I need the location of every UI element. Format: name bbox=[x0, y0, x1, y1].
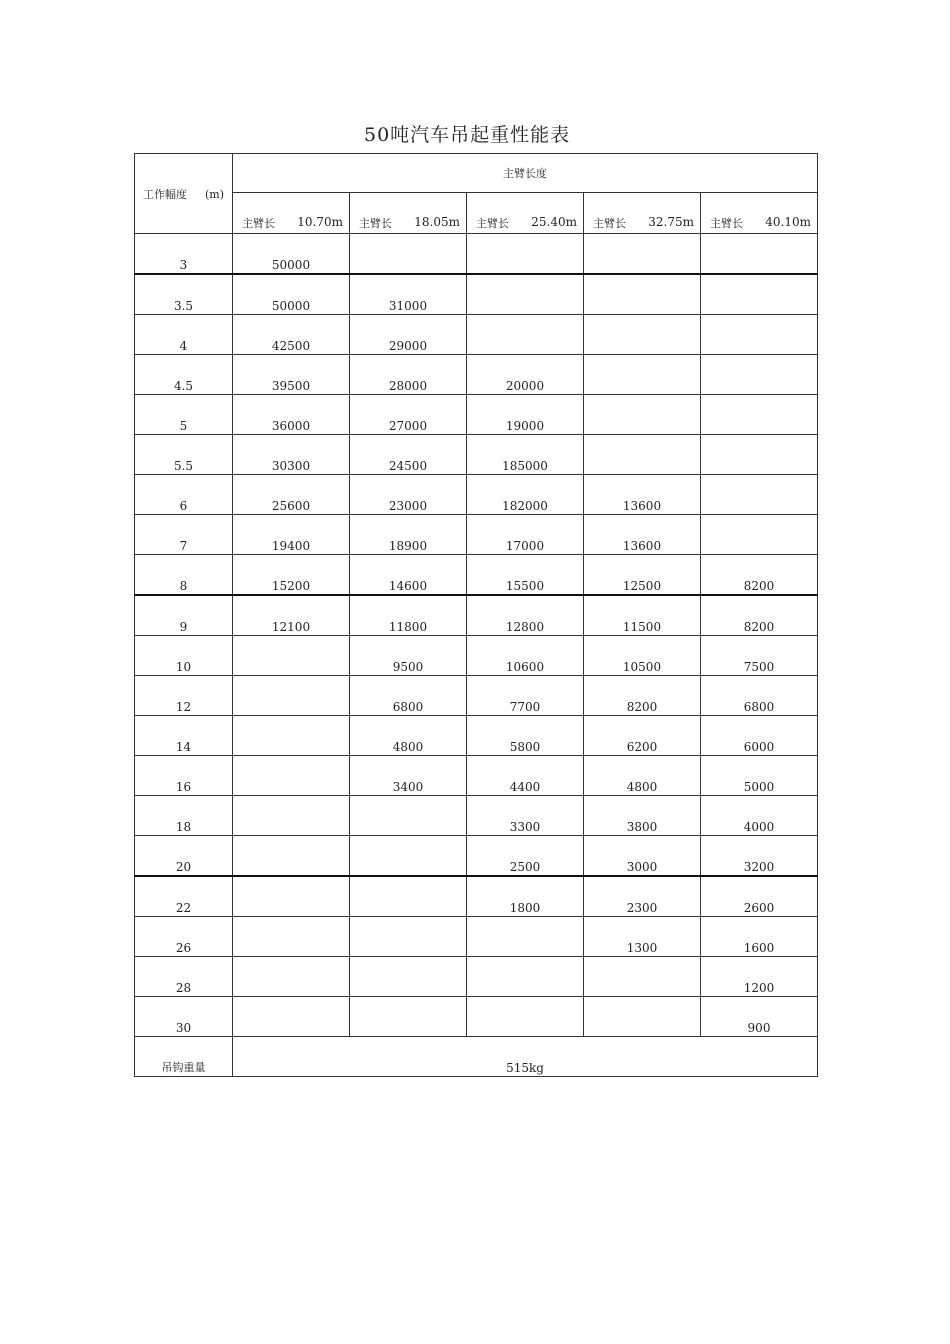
load-cell bbox=[584, 234, 701, 275]
load-cell bbox=[467, 315, 584, 355]
load-cell: 30300 bbox=[233, 435, 350, 475]
radius-cell: 6 bbox=[135, 475, 233, 515]
radius-cell: 9 bbox=[135, 595, 233, 636]
load-cell bbox=[467, 957, 584, 997]
radius-header bbox=[135, 154, 233, 234]
radius-cell: 30 bbox=[135, 997, 233, 1037]
radius-cell: 10 bbox=[135, 636, 233, 676]
load-cell: 23000 bbox=[350, 475, 467, 515]
load-cell: 1800 bbox=[467, 876, 584, 917]
boom-header-4 bbox=[584, 193, 701, 234]
crane-load-table bbox=[134, 153, 818, 1077]
radius-cell: 22 bbox=[135, 876, 233, 917]
radius-cell: 16 bbox=[135, 756, 233, 796]
load-cell bbox=[350, 796, 467, 836]
boom-length-group-header: 主臂长度 bbox=[233, 154, 818, 193]
load-cell: 5000 bbox=[701, 756, 818, 796]
load-cell: 8200 bbox=[701, 595, 818, 636]
radius-cell: 5.5 bbox=[135, 435, 233, 475]
boom-header-3 bbox=[467, 193, 584, 234]
load-cell: 3200 bbox=[701, 836, 818, 877]
load-cell: 15500 bbox=[467, 555, 584, 596]
load-cell: 7500 bbox=[701, 636, 818, 676]
load-cell bbox=[350, 917, 467, 957]
table-row bbox=[135, 315, 818, 355]
boom-header-value: 18.05m bbox=[414, 215, 460, 229]
radius-cell: 3.5 bbox=[135, 274, 233, 315]
load-cell: 25600 bbox=[233, 475, 350, 515]
load-cell: 900 bbox=[701, 997, 818, 1037]
load-cell bbox=[701, 475, 818, 515]
load-cell: 6800 bbox=[701, 676, 818, 716]
load-cell bbox=[233, 957, 350, 997]
boom-header-1 bbox=[233, 193, 350, 234]
table-row bbox=[135, 876, 818, 917]
load-cell: 10500 bbox=[584, 636, 701, 676]
boom-header-value: 10.70m bbox=[297, 215, 343, 229]
load-cell: 18900 bbox=[350, 515, 467, 555]
load-cell bbox=[350, 234, 467, 275]
load-cell bbox=[350, 876, 467, 917]
radius-cell: 14 bbox=[135, 716, 233, 756]
load-cell: 50000 bbox=[233, 234, 350, 275]
load-cell: 39500 bbox=[233, 355, 350, 395]
table-row bbox=[135, 595, 818, 636]
load-cell: 42500 bbox=[233, 315, 350, 355]
load-cell: 2600 bbox=[701, 876, 818, 917]
table-row bbox=[135, 355, 818, 395]
radius-cell: 5 bbox=[135, 395, 233, 435]
radius-cell: 4 bbox=[135, 315, 233, 355]
table-row bbox=[135, 435, 818, 475]
table-row bbox=[135, 836, 818, 877]
load-cell bbox=[584, 957, 701, 997]
table-row bbox=[135, 234, 818, 275]
load-cell bbox=[584, 355, 701, 395]
hook-weight-label: 吊钩重量 bbox=[135, 1037, 233, 1077]
radius-cell: 4.5 bbox=[135, 355, 233, 395]
load-cell: 7700 bbox=[467, 676, 584, 716]
table-row bbox=[135, 515, 818, 555]
boom-header-label: 主臂长 bbox=[359, 217, 392, 230]
table-row bbox=[135, 274, 818, 315]
load-cell bbox=[701, 435, 818, 475]
load-cell bbox=[350, 997, 467, 1037]
radius-cell: 12 bbox=[135, 676, 233, 716]
load-cell: 4800 bbox=[350, 716, 467, 756]
radius-cell: 8 bbox=[135, 555, 233, 596]
load-cell bbox=[233, 796, 350, 836]
table-row bbox=[135, 756, 818, 796]
load-cell: 6000 bbox=[701, 716, 818, 756]
load-cell: 36000 bbox=[233, 395, 350, 435]
load-cell: 3400 bbox=[350, 756, 467, 796]
table-row bbox=[135, 555, 818, 596]
load-cell: 27000 bbox=[350, 395, 467, 435]
boom-header-value: 40.10m bbox=[765, 215, 811, 229]
load-cell: 13600 bbox=[584, 475, 701, 515]
load-cell: 3300 bbox=[467, 796, 584, 836]
load-cell: 9500 bbox=[350, 636, 467, 676]
load-cell: 4000 bbox=[701, 796, 818, 836]
load-cell bbox=[584, 435, 701, 475]
load-cell bbox=[350, 957, 467, 997]
load-cell bbox=[233, 917, 350, 957]
load-cell bbox=[467, 274, 584, 315]
radius-cell: 7 bbox=[135, 515, 233, 555]
load-cell bbox=[233, 756, 350, 796]
table-row bbox=[135, 997, 818, 1037]
load-cell: 12800 bbox=[467, 595, 584, 636]
load-cell: 29000 bbox=[350, 315, 467, 355]
boom-header-5 bbox=[701, 193, 818, 234]
load-cell: 10600 bbox=[467, 636, 584, 676]
load-cell bbox=[233, 997, 350, 1037]
table-row bbox=[135, 716, 818, 756]
load-cell: 12500 bbox=[584, 555, 701, 596]
hook-weight-value: 515kg bbox=[233, 1037, 818, 1077]
load-cell bbox=[701, 274, 818, 315]
load-cell bbox=[701, 315, 818, 355]
boom-header-label: 主臂长 bbox=[476, 217, 509, 230]
radius-header-unit: (m) bbox=[205, 187, 225, 201]
load-cell bbox=[233, 636, 350, 676]
load-cell bbox=[701, 355, 818, 395]
load-cell bbox=[233, 716, 350, 756]
load-cell bbox=[467, 234, 584, 275]
boom-header-value: 25.40m bbox=[531, 215, 577, 229]
load-cell: 8200 bbox=[584, 676, 701, 716]
page-title: 50吨汽车吊起重性能表 bbox=[364, 124, 571, 146]
load-cell: 14600 bbox=[350, 555, 467, 596]
table-body bbox=[135, 234, 818, 1037]
load-cell bbox=[701, 395, 818, 435]
table-row bbox=[135, 636, 818, 676]
load-cell bbox=[467, 917, 584, 957]
radius-cell: 3 bbox=[135, 234, 233, 275]
table-row bbox=[135, 475, 818, 515]
load-cell: 5800 bbox=[467, 716, 584, 756]
load-cell bbox=[584, 274, 701, 315]
table-row bbox=[135, 917, 818, 957]
load-cell: 4400 bbox=[467, 756, 584, 796]
load-cell: 3800 bbox=[584, 796, 701, 836]
boom-header-value: 32.75m bbox=[648, 215, 694, 229]
hook-weight-row bbox=[135, 1037, 818, 1077]
load-cell: 12100 bbox=[233, 595, 350, 636]
load-cell: 50000 bbox=[233, 274, 350, 315]
radius-cell: 26 bbox=[135, 917, 233, 957]
load-cell: 1300 bbox=[584, 917, 701, 957]
table-row bbox=[135, 796, 818, 836]
load-cell: 19000 bbox=[467, 395, 584, 435]
load-cell: 1200 bbox=[701, 957, 818, 997]
radius-cell: 28 bbox=[135, 957, 233, 997]
load-cell: 24500 bbox=[350, 435, 467, 475]
load-cell bbox=[701, 234, 818, 275]
load-cell: 8200 bbox=[701, 555, 818, 596]
load-cell: 20000 bbox=[467, 355, 584, 395]
load-cell bbox=[233, 676, 350, 716]
boom-header-label: 主臂长 bbox=[710, 217, 743, 230]
table-row bbox=[135, 395, 818, 435]
load-cell: 13600 bbox=[584, 515, 701, 555]
load-cell: 185000 bbox=[467, 435, 584, 475]
load-cell: 1600 bbox=[701, 917, 818, 957]
load-cell bbox=[584, 315, 701, 355]
boom-header-label: 主臂长 bbox=[593, 217, 626, 230]
load-cell: 6200 bbox=[584, 716, 701, 756]
header-row-booms bbox=[135, 193, 818, 234]
load-cell: 182000 bbox=[467, 475, 584, 515]
load-cell: 11800 bbox=[350, 595, 467, 636]
load-cell: 4800 bbox=[584, 756, 701, 796]
boom-header-label: 主臂长 bbox=[242, 217, 275, 230]
load-cell bbox=[584, 997, 701, 1037]
load-cell bbox=[467, 997, 584, 1037]
load-cell: 15200 bbox=[233, 555, 350, 596]
load-cell: 28000 bbox=[350, 355, 467, 395]
table-row bbox=[135, 957, 818, 997]
radius-cell: 20 bbox=[135, 836, 233, 877]
load-cell bbox=[233, 876, 350, 917]
boom-header-2 bbox=[350, 193, 467, 234]
load-cell bbox=[233, 836, 350, 877]
load-cell: 19400 bbox=[233, 515, 350, 555]
load-cell: 11500 bbox=[584, 595, 701, 636]
load-cell bbox=[350, 836, 467, 877]
load-cell: 17000 bbox=[467, 515, 584, 555]
load-cell bbox=[701, 515, 818, 555]
radius-cell: 18 bbox=[135, 796, 233, 836]
load-cell bbox=[584, 395, 701, 435]
load-cell: 31000 bbox=[350, 274, 467, 315]
load-cell: 2300 bbox=[584, 876, 701, 917]
load-cell: 2500 bbox=[467, 836, 584, 877]
load-cell: 6800 bbox=[350, 676, 467, 716]
header-row-group bbox=[135, 154, 818, 193]
table-row bbox=[135, 676, 818, 716]
load-cell: 3000 bbox=[584, 836, 701, 877]
radius-header-label: 工作幅度 bbox=[143, 187, 187, 201]
